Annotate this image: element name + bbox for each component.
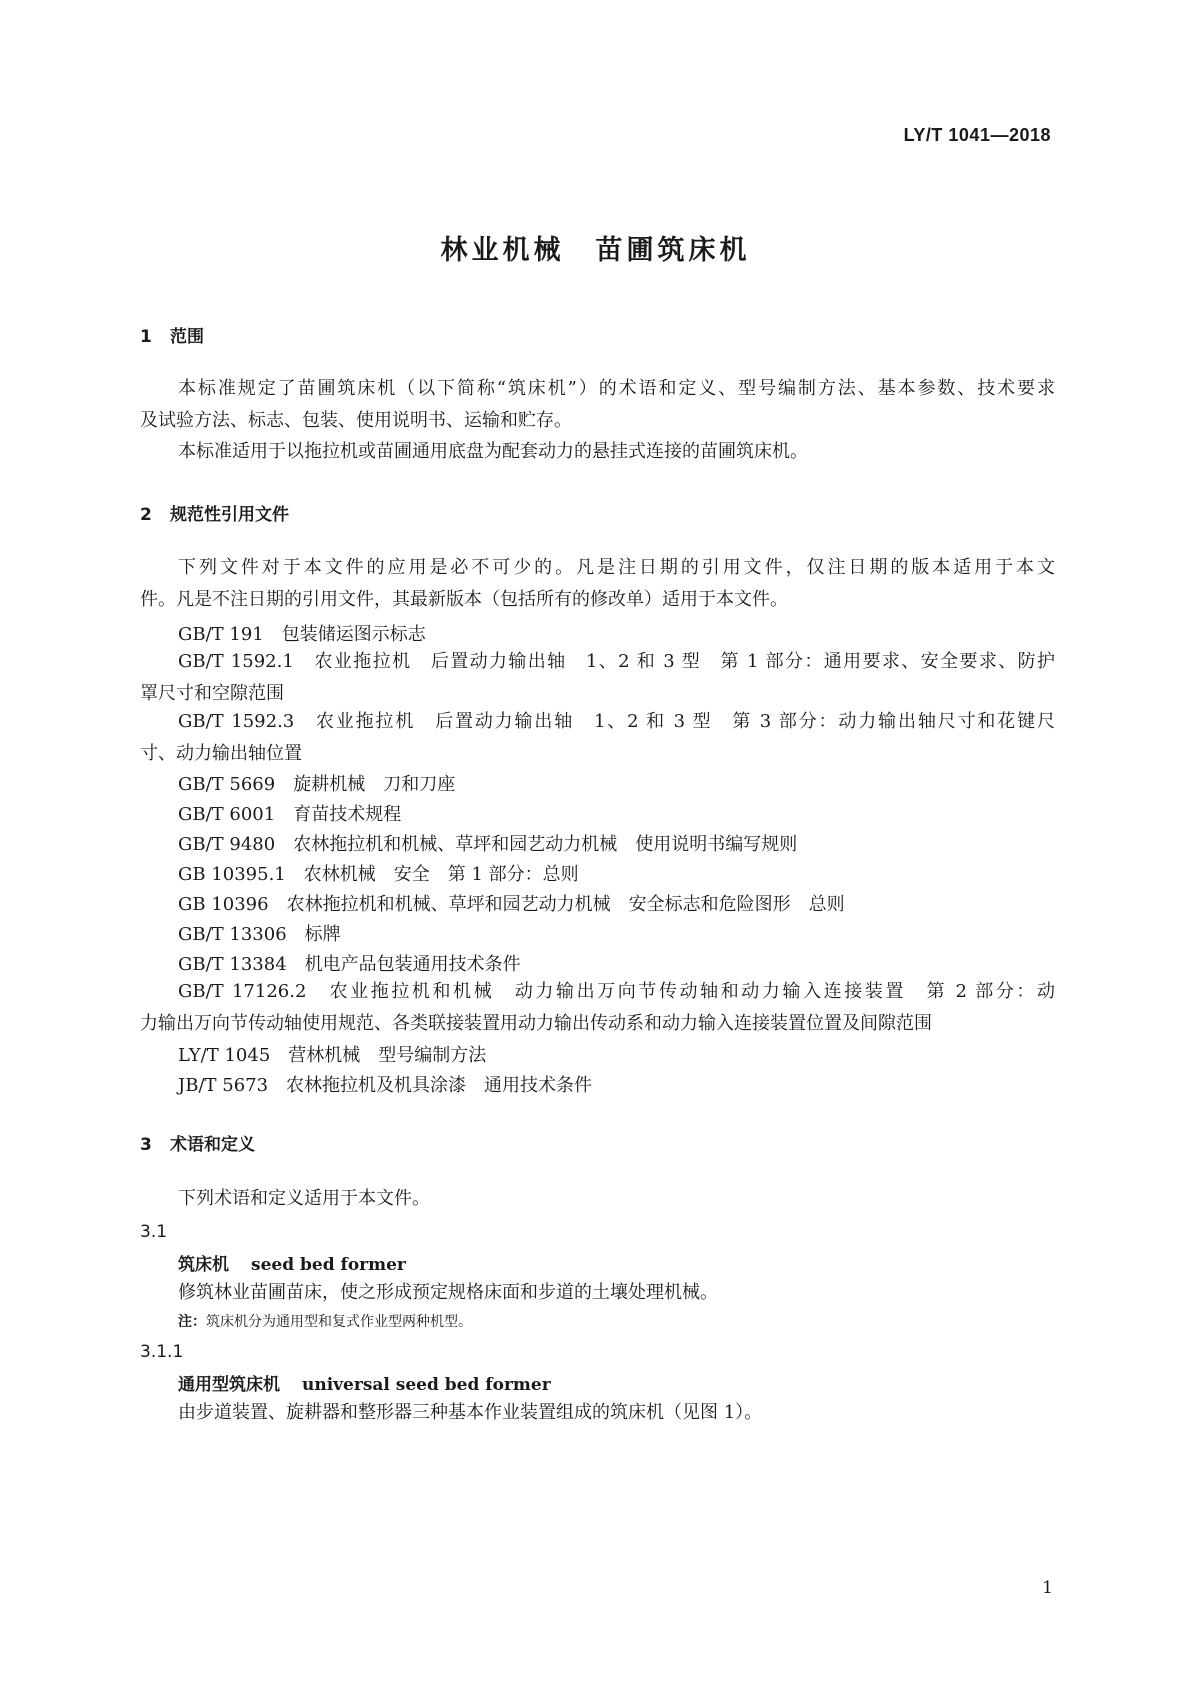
reference-title: 机电产品包装通用技术条件 — [304, 954, 521, 975]
term-definition: 修筑林业苗圃苗床，使之形成预定规格床面和步道的土壤处理机械。 — [178, 1282, 718, 1303]
document-title: 林业机械 苗圃筑床机 — [440, 235, 751, 266]
reference-item — [178, 950, 521, 976]
section-title: 术语和定义 — [170, 1135, 255, 1155]
term-definition: 由步道装置、旋耕器和整形器三种基本作业装置组成的筑床机（见图 1）。 — [178, 1402, 763, 1423]
term-note — [178, 1311, 472, 1331]
text-line: 寸、动力输出轴位置 — [140, 743, 302, 764]
section-heading-scope — [140, 322, 204, 347]
reference-title: 农林拖拉机和机械、草坪和园艺动力机械 安全标志和危险图形 总则 — [286, 894, 845, 915]
reference-code: GB 10396 — [178, 894, 269, 915]
text-line: 本标准规定了苗圃筑床机（以下简称“筑床机”）的术语和定义、型号编制方法、基本参数、技术要求 — [178, 378, 1055, 399]
reference-code: LY/T 1045 — [178, 1045, 271, 1066]
section-title: 规范性引用文件 — [170, 505, 289, 525]
reference-item — [178, 1041, 486, 1067]
reference-item — [140, 976, 1055, 1040]
normative-intro — [140, 552, 1055, 616]
reference-code: GB/T 191 — [178, 624, 264, 645]
text-line: GB/T 17126.2 农业拖拉机和机械 动力输出万向节传动轴和动力输入连接装置 第 2 部分：动 — [178, 981, 1055, 1002]
section-number: 1 — [140, 327, 152, 347]
term-number: 3.1 — [140, 1222, 168, 1242]
text-line: 力输出万向节传动轴使用规范、各类联接装置用动力输出传动系和动力输入连接装置位置及间隙范围 — [140, 1013, 932, 1034]
note-text: 筑床机分为通用型和复式作业型两种机型。 — [206, 1314, 472, 1330]
term-entry — [178, 1250, 406, 1275]
reference-item — [178, 1071, 592, 1097]
note-label: 注： — [178, 1314, 206, 1330]
reference-item — [178, 620, 426, 646]
reference-title: 农林机械 安全 第 1 部分：总则 — [303, 864, 579, 885]
reference-title: 包装储运图示标志 — [281, 624, 426, 645]
text-line: 罩尺寸和空隙范围 — [140, 683, 284, 704]
text-line: 下列文件对于本文件的应用是必不可少的。凡是注日期的引用文件，仅注日期的版本适用于本文 — [178, 557, 1055, 578]
terms-intro — [140, 1183, 1055, 1215]
scope-paragraph-2 — [140, 436, 1055, 468]
reference-item — [178, 860, 579, 886]
reference-item — [140, 706, 1055, 770]
term-en: seed bed former — [251, 1255, 406, 1275]
section-heading-terms — [140, 1130, 255, 1155]
reference-code: JB/T 5673 — [178, 1075, 269, 1096]
reference-code: GB/T 6001 — [178, 804, 276, 825]
section-number: 2 — [140, 505, 152, 525]
page-number: 1 — [1042, 1578, 1053, 1598]
term-number: 3.1.1 — [140, 1342, 184, 1362]
reference-code: GB 10395.1 — [178, 864, 286, 885]
reference-item — [178, 800, 401, 826]
text-line: GB/T 1592.1 农业拖拉机 后置动力输出轴 1、2 和 3 型 第 1 部分：通用要求、安全要求、防护 — [178, 651, 1055, 672]
reference-title: 农林拖拉机和机械、草坪和园艺动力机械 使用说明书编写规则 — [293, 834, 798, 855]
term-entry — [178, 1370, 551, 1395]
term-en: universal seed bed former — [302, 1375, 551, 1395]
text-line: 下列术语和定义适用于本文件。 — [178, 1188, 430, 1209]
reference-title: 育苗技术规程 — [293, 804, 402, 825]
section-heading-normative — [140, 500, 289, 525]
section-title: 范围 — [170, 327, 204, 347]
reference-item — [140, 646, 1055, 710]
reference-item — [178, 770, 455, 796]
reference-code: GB/T 13384 — [178, 954, 287, 975]
reference-item — [178, 920, 341, 946]
text-line: 本标准适用于以拖拉机或苗圃通用底盘为配套动力的悬挂式连接的苗圃筑床机。 — [178, 441, 808, 462]
reference-title: 旋耕机械 刀和刀座 — [293, 774, 456, 795]
text-line: 件。凡是不注日期的引用文件，其最新版本（包括所有的修改单）适用于本文件。 — [140, 589, 788, 610]
term-zh: 通用型筑床机 — [178, 1375, 280, 1395]
reference-code: GB/T 5669 — [178, 774, 276, 795]
reference-title: 标牌 — [304, 924, 341, 945]
reference-item — [178, 890, 845, 916]
reference-code: GB/T 13306 — [178, 924, 287, 945]
scope-paragraph-1 — [140, 373, 1055, 437]
text-line: 及试验方法、标志、包装、使用说明书、运输和贮存。 — [140, 410, 572, 431]
reference-title: 农林拖拉机及机具涂漆 通用技术条件 — [286, 1075, 593, 1096]
standard-code: LY/T 1041—2018 — [903, 125, 1051, 145]
reference-code: GB/T 9480 — [178, 834, 276, 855]
section-number: 3 — [140, 1135, 152, 1155]
text-line: GB/T 1592.3 农业拖拉机 后置动力输出轴 1、2 和 3 型 第 3 部分：动力输出轴尺寸和花键尺 — [178, 711, 1055, 732]
reference-title: 营林机械 型号编制方法 — [288, 1045, 487, 1066]
term-zh: 筑床机 — [178, 1255, 229, 1275]
reference-item — [178, 830, 797, 856]
